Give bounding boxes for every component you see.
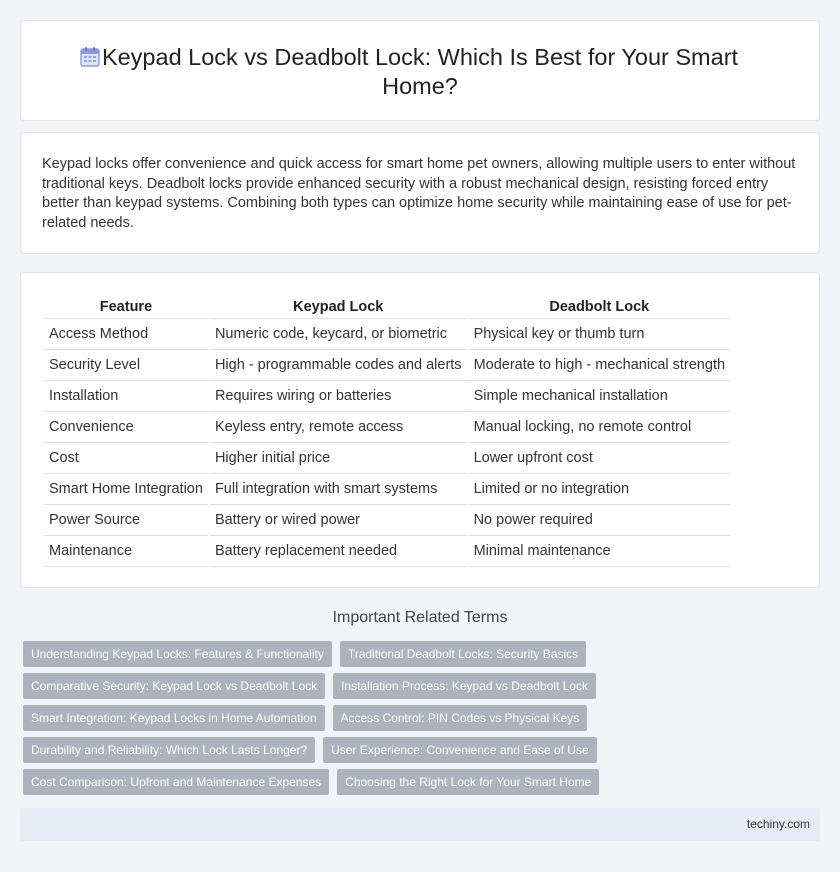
table-cell: Convenience (44, 412, 208, 443)
table-cell: Minimal maintenance (469, 536, 730, 567)
table-row (44, 505, 730, 536)
related-tags-row (23, 769, 599, 795)
related-tags-row (23, 641, 586, 667)
table-cell: Power Source (44, 505, 208, 536)
table-row (44, 350, 730, 381)
related-term-link[interactable]: Comparative Security: Keypad Lock vs Deadbolt Lock (23, 673, 325, 699)
table-cell: Access Method (44, 319, 208, 350)
table-row (44, 474, 730, 505)
related-term-link[interactable]: Understanding Keypad Locks: Features & Functionality (23, 641, 332, 667)
table-cell: High - programmable codes and alerts (210, 350, 467, 381)
page-title: Keypad Lock vs Deadbolt Lock: Which Is Best for Your Smart Home? (101, 44, 739, 99)
table-cell: Simple mechanical installation (469, 381, 730, 412)
table-cell: Lower upfront cost (469, 443, 730, 474)
title-card (20, 20, 820, 121)
table-cell: Manual locking, no remote control (469, 412, 730, 443)
related-tags-row (23, 737, 597, 763)
table-cell: Numeric code, keycard, or biometric (210, 319, 467, 350)
table-cell: Installation (44, 381, 208, 412)
table-cell: Higher initial price (210, 443, 467, 474)
table-cell: No power required (469, 505, 730, 536)
intro-paragraph: Keypad locks offer convenience and quick access for smart home pet owners, allowing multiple users to enter without traditional keys. Deadbolt locks provide enhanced security with a robust mechanical design, resisting forced entry better than keypad systems. Combining both types can optimize home security while maintaining ease of use for pet-related needs. (42, 156, 796, 231)
related-term-link[interactable]: Durability and Reliability: Which Lock Lasts Longer? (23, 737, 315, 763)
related-term-link[interactable]: User Experience: Convenience and Ease of Use (323, 737, 596, 763)
column-header: Deadbolt Lock (469, 295, 730, 319)
table-cell: Battery or wired power (210, 505, 467, 536)
related-term-link[interactable]: Installation Process: Keypad vs Deadbolt Lock (333, 673, 596, 699)
related-term-link[interactable]: Cost Comparison: Upfront and Maintenance Expenses (23, 769, 329, 795)
table-row (44, 536, 730, 567)
table-header-row (44, 295, 730, 319)
related-term-link[interactable]: Traditional Deadbolt Locks: Security Basics (340, 641, 586, 667)
table-cell: Moderate to high - mechanical strength (469, 350, 730, 381)
table-cell: Limited or no integration (469, 474, 730, 505)
table-cell: Maintenance (44, 536, 208, 567)
related-tags-row (23, 705, 587, 731)
table-cell: Security Level (44, 350, 208, 381)
table-row (44, 319, 730, 350)
table-row (44, 381, 730, 412)
table-cell: Keyless entry, remote access (210, 412, 467, 443)
related-term-link[interactable]: Access Control: PIN Codes vs Physical Keys (333, 705, 588, 731)
footer-site-link[interactable]: techiny.com (746, 817, 810, 831)
table-row (44, 443, 730, 474)
column-header: Feature (44, 295, 208, 319)
related-term-link[interactable]: Smart Integration: Keypad Locks in Home Automation (23, 705, 325, 731)
table-cell: Smart Home Integration (44, 474, 208, 505)
table-cell: Requires wiring or batteries (210, 381, 467, 412)
column-header: Keypad Lock (210, 295, 467, 319)
footer (20, 808, 820, 841)
table-row (44, 412, 730, 443)
table-cell: Battery replacement needed (210, 536, 467, 567)
table-cell: Cost (44, 443, 208, 474)
comparison-table (42, 295, 732, 567)
table-cell: Physical key or thumb turn (469, 319, 730, 350)
intro-card (20, 132, 820, 254)
related-terms-heading: Important Related Terms (332, 609, 508, 626)
related-tags-row (23, 673, 596, 699)
related-term-link[interactable]: Choosing the Right Lock for Your Smart Home (337, 769, 599, 795)
comparison-card (20, 272, 820, 588)
table-cell: Full integration with smart systems (210, 474, 467, 505)
